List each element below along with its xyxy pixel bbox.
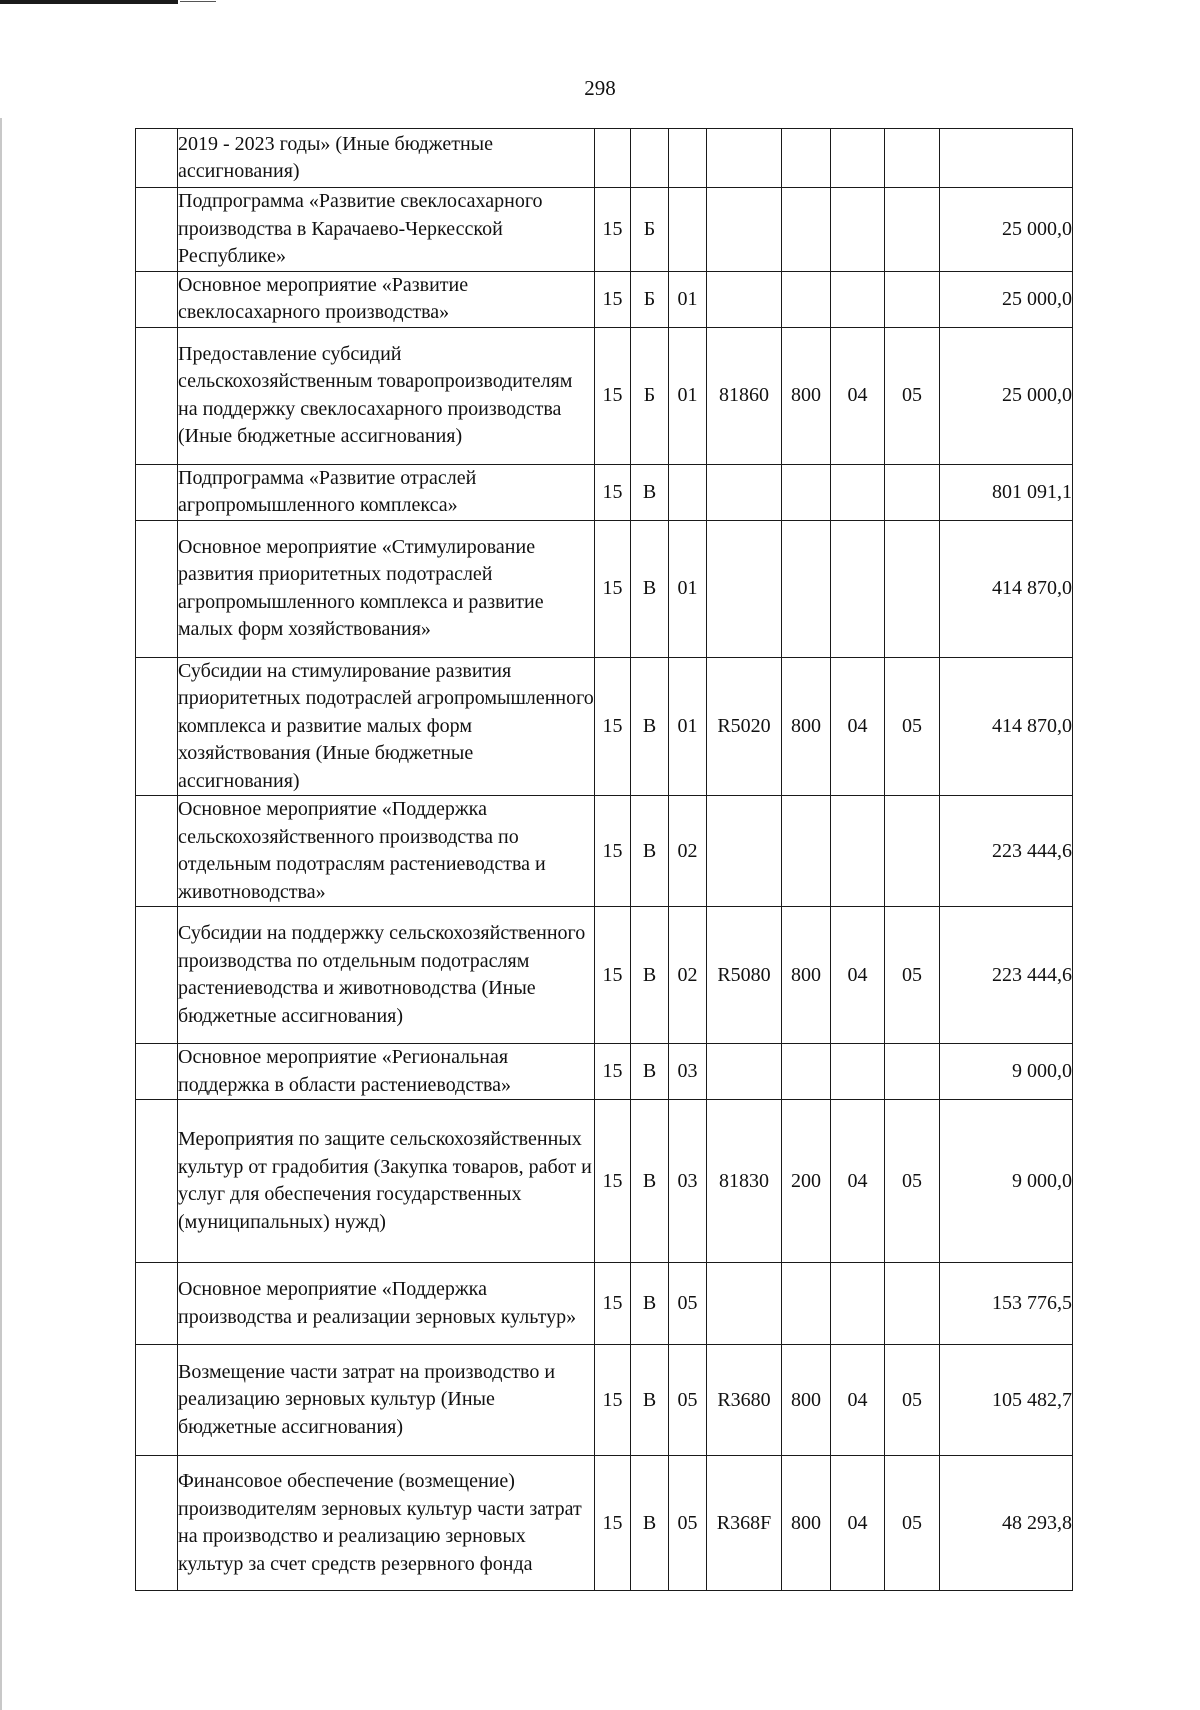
code-subprogram-cell: В — [631, 520, 669, 657]
table-row — [136, 1100, 1073, 1263]
code-subchapter-cell: 05 — [885, 1345, 940, 1456]
code-subprogram-cell: В — [631, 1100, 669, 1263]
code-chapter-cell: 04 — [831, 1456, 885, 1591]
table-row — [136, 1263, 1073, 1345]
row-number-cell — [136, 1456, 178, 1591]
amount-cell: 801 091,1 — [940, 464, 1073, 520]
item-name-cell: Подпрограмма «Развитие отраслей агропромышленного комплекса» — [178, 464, 595, 520]
amount-cell — [940, 129, 1073, 188]
code-subprogram-cell: В — [631, 1456, 669, 1591]
code-expense-type-cell: 800 — [782, 327, 831, 464]
code-chapter-cell — [831, 1263, 885, 1345]
code-direction-cell — [707, 129, 782, 188]
amount-cell: 223 444,6 — [940, 796, 1073, 907]
table-row — [136, 129, 1073, 188]
code-section-cell: 15 — [595, 1100, 631, 1263]
amount-cell: 9 000,0 — [940, 1044, 1073, 1100]
code-activity-cell: 02 — [669, 796, 707, 907]
code-subchapter-cell: 05 — [885, 1100, 940, 1263]
item-name-cell: Основное мероприятие «Развитие свеклосахарного производства» — [178, 271, 595, 327]
code-chapter-cell — [831, 271, 885, 327]
code-chapter-cell — [831, 188, 885, 272]
code-direction-cell: 81830 — [707, 1100, 782, 1263]
code-direction-cell: R5080 — [707, 907, 782, 1044]
code-section-cell: 15 — [595, 520, 631, 657]
amount-cell: 9 000,0 — [940, 1100, 1073, 1263]
code-expense-type-cell: 800 — [782, 907, 831, 1044]
page-number: 298 — [584, 76, 616, 100]
code-subchapter-cell — [885, 796, 940, 907]
code-activity-cell: 01 — [669, 520, 707, 657]
code-direction-cell — [707, 1263, 782, 1345]
code-chapter-cell — [831, 796, 885, 907]
code-direction-cell: R5020 — [707, 657, 782, 796]
code-expense-type-cell — [782, 520, 831, 657]
amount-cell: 153 776,5 — [940, 1263, 1073, 1345]
code-subchapter-cell: 05 — [885, 657, 940, 796]
table-row — [136, 796, 1073, 907]
amount-cell: 223 444,6 — [940, 907, 1073, 1044]
code-direction-cell: R3680 — [707, 1345, 782, 1456]
code-activity-cell — [669, 129, 707, 188]
code-section-cell: 15 — [595, 271, 631, 327]
code-subchapter-cell — [885, 1263, 940, 1345]
amount-cell: 25 000,0 — [940, 327, 1073, 464]
row-number-cell — [136, 1044, 178, 1100]
code-chapter-cell: 04 — [831, 1100, 885, 1263]
code-expense-type-cell: 800 — [782, 1345, 831, 1456]
code-activity-cell: 05 — [669, 1345, 707, 1456]
code-activity-cell: 03 — [669, 1044, 707, 1100]
code-direction-cell — [707, 796, 782, 907]
row-number-cell — [136, 1100, 178, 1263]
budget-table — [135, 128, 1073, 1591]
code-direction-cell: R368F — [707, 1456, 782, 1591]
row-number-cell — [136, 907, 178, 1044]
row-number-cell — [136, 1345, 178, 1456]
code-chapter-cell — [831, 1044, 885, 1100]
code-subprogram-cell: В — [631, 907, 669, 1044]
item-name-cell: Предоставление субсидий сельскохозяйственным товаропроизводителям на поддержку свеклосахарного производства (Иные бюджетные ассигнования) — [178, 327, 595, 464]
code-subchapter-cell — [885, 129, 940, 188]
row-number-cell — [136, 520, 178, 657]
item-name-cell: Подпрограмма «Развитие свеклосахарного производства в Карачаево-Черкесской Республике» — [178, 188, 595, 272]
code-direction-cell — [707, 271, 782, 327]
code-activity-cell — [669, 464, 707, 520]
item-name-cell: Субсидии на стимулирование развития приоритетных подотраслей агропромышленного комплекса и развитие малых форм хозяйствования (Иные бюджетные ассигнования) — [178, 657, 595, 796]
table-row — [136, 327, 1073, 464]
code-expense-type-cell — [782, 271, 831, 327]
code-direction-cell — [707, 1044, 782, 1100]
code-chapter-cell — [831, 129, 885, 188]
code-section-cell: 15 — [595, 1263, 631, 1345]
amount-cell: 25 000,0 — [940, 188, 1073, 272]
code-direction-cell: 81860 — [707, 327, 782, 464]
row-number-cell — [136, 188, 178, 272]
table-row — [136, 271, 1073, 327]
code-subchapter-cell — [885, 520, 940, 657]
code-direction-cell — [707, 188, 782, 272]
code-expense-type-cell — [782, 796, 831, 907]
item-name-cell: 2019 - 2023 годы» (Иные бюджетные ассигнования) — [178, 129, 595, 188]
code-subchapter-cell: 05 — [885, 327, 940, 464]
table-row — [136, 520, 1073, 657]
code-subprogram-cell: В — [631, 796, 669, 907]
code-chapter-cell: 04 — [831, 1345, 885, 1456]
item-name-cell: Мероприятия по защите сельскохозяйственных культур от градобития (Закупка товаров, работ и услуг для обеспечения государственных (муниципальных) нужд) — [178, 1100, 595, 1263]
code-section-cell: 15 — [595, 907, 631, 1044]
code-subprogram-cell: Б — [631, 327, 669, 464]
code-expense-type-cell: 200 — [782, 1100, 831, 1263]
item-name-cell: Основное мероприятие «Поддержка сельскохозяйственного производства по отдельным подотраслям растениеводства и животноводства» — [178, 796, 595, 907]
amount-cell: 414 870,0 — [940, 520, 1073, 657]
row-number-cell — [136, 129, 178, 188]
table-body — [136, 129, 1073, 1591]
amount-cell: 414 870,0 — [940, 657, 1073, 796]
code-activity-cell: 01 — [669, 271, 707, 327]
item-name-cell: Основное мероприятие «Поддержка производства и реализации зерновых культур» — [178, 1263, 595, 1345]
code-subprogram-cell — [631, 129, 669, 188]
item-name-cell: Основное мероприятие «Стимулирование развития приоритетных подотраслей агропромышленного комплекса и развитие малых форм хозяйствования» — [178, 520, 595, 657]
code-subchapter-cell — [885, 1044, 940, 1100]
table-row — [136, 907, 1073, 1044]
code-section-cell: 15 — [595, 657, 631, 796]
table-row — [136, 657, 1073, 796]
code-section-cell: 15 — [595, 188, 631, 272]
code-expense-type-cell: 800 — [782, 1456, 831, 1591]
code-subprogram-cell: В — [631, 464, 669, 520]
code-chapter-cell — [831, 520, 885, 657]
code-subchapter-cell: 05 — [885, 1456, 940, 1591]
code-subchapter-cell — [885, 188, 940, 272]
code-activity-cell: 01 — [669, 657, 707, 796]
code-direction-cell — [707, 464, 782, 520]
item-name-cell: Возмещение части затрат на производство и реализацию зерновых культур (Иные бюджетные ассигнования) — [178, 1345, 595, 1456]
code-section-cell: 15 — [595, 464, 631, 520]
code-subprogram-cell: В — [631, 1263, 669, 1345]
code-subchapter-cell: 05 — [885, 907, 940, 1044]
code-activity-cell: 01 — [669, 327, 707, 464]
code-direction-cell — [707, 520, 782, 657]
item-name-cell: Основное мероприятие «Региональная поддержка в области растениеводства» — [178, 1044, 595, 1100]
amount-cell: 25 000,0 — [940, 271, 1073, 327]
scan-edge-mark-2 — [180, 1, 216, 2]
code-activity-cell: 05 — [669, 1456, 707, 1591]
code-section-cell: 15 — [595, 1345, 631, 1456]
code-subprogram-cell: Б — [631, 271, 669, 327]
code-expense-type-cell — [782, 129, 831, 188]
code-activity-cell: 02 — [669, 907, 707, 1044]
code-section-cell: 15 — [595, 796, 631, 907]
code-expense-type-cell — [782, 1263, 831, 1345]
code-expense-type-cell — [782, 188, 831, 272]
code-subchapter-cell — [885, 271, 940, 327]
code-activity-cell: 03 — [669, 1100, 707, 1263]
code-subchapter-cell — [885, 464, 940, 520]
code-section-cell: 15 — [595, 1456, 631, 1591]
code-subprogram-cell: В — [631, 1044, 669, 1100]
code-expense-type-cell: 800 — [782, 657, 831, 796]
code-expense-type-cell — [782, 1044, 831, 1100]
table-row — [136, 1456, 1073, 1591]
code-section-cell: 15 — [595, 327, 631, 464]
code-chapter-cell: 04 — [831, 657, 885, 796]
code-activity-cell — [669, 188, 707, 272]
code-section-cell — [595, 129, 631, 188]
table-row — [136, 1345, 1073, 1456]
row-number-cell — [136, 1263, 178, 1345]
table-row — [136, 1044, 1073, 1100]
table-row — [136, 188, 1073, 272]
row-number-cell — [136, 796, 178, 907]
code-subprogram-cell: В — [631, 1345, 669, 1456]
amount-cell: 105 482,7 — [940, 1345, 1073, 1456]
table-row — [136, 464, 1073, 520]
code-chapter-cell: 04 — [831, 907, 885, 1044]
code-activity-cell: 05 — [669, 1263, 707, 1345]
row-number-cell — [136, 657, 178, 796]
code-expense-type-cell — [782, 464, 831, 520]
row-number-cell — [136, 327, 178, 464]
code-section-cell: 15 — [595, 1044, 631, 1100]
code-chapter-cell — [831, 464, 885, 520]
item-name-cell: Финансовое обеспечение (возмещение) производителям зерновых культур части затрат на производство и реализацию зерновых культур за счет средств резервного фонда — [178, 1456, 595, 1591]
scan-edge-mark — [0, 0, 178, 4]
row-number-cell — [136, 271, 178, 327]
item-name-cell: Субсидии на поддержку сельскохозяйственного производства по отдельным подотраслям растениеводства и животноводства (Иные бюджетные ассигнования) — [178, 907, 595, 1044]
row-number-cell — [136, 464, 178, 520]
amount-cell: 48 293,8 — [940, 1456, 1073, 1591]
code-subprogram-cell: В — [631, 657, 669, 796]
code-chapter-cell: 04 — [831, 327, 885, 464]
code-subprogram-cell: Б — [631, 188, 669, 272]
scan-left-edge — [0, 118, 2, 1710]
